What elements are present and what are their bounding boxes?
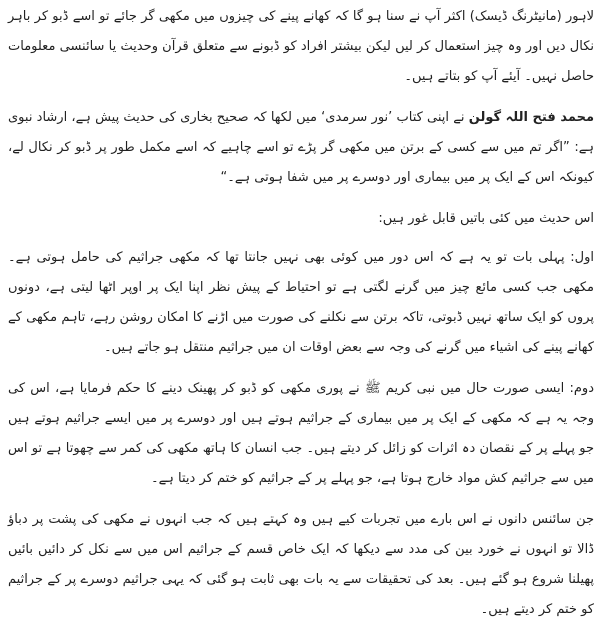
intro-paragraph: لاہور (مانیٹرنگ ڈیسک) اکثر آپ نے سنا ہو گا کہ کھانے پینے کی چیزوں میں مکھی گر جائے تو اسے ڈبو کر باہر نکال دیں اور وہ چیز استعمال کر لیں لیکن بیشتر افراد کو ڈبونے سے متعلق قرآن وحدیث یا سائنسی معلومات حاصل نہیں۔ آیئے آپ کو بتاتے ہیں۔ (8, 9, 594, 84)
hadith-paragraph (8, 103, 594, 193)
author-name: محمد فتح اللہ گولن (468, 110, 595, 125)
points-heading: اس حدیث میں کئی باتیں قابل غور ہیں: (378, 211, 594, 226)
hadith-text: نے اپنی کتاب ’نور سرمدی‘ میں لکھا کہ صحیح بخاری کی حدیث پیش ہے، ارشاد نبوی ہے: ”اگر تم میں سے کسی کے برتن میں مکھی گر پڑے تو اسے چاہیے کہ اسے مکمل طور پر ڈبو کر نکال لے، کیونکہ اس کے ایک پر میں بیماری اور دوسرے پر میں شفا ہوتی ہے۔“ (8, 110, 594, 185)
science-paragraph: جن سائنس دانوں نے اس بارے میں تجربات کیے ہیں وہ کہتے ہیں کہ جب انہوں نے مکھی کی پشت پر دباؤ ڈالا تو انہوں نے خورد بین کی مدد سے دیکھا کہ ایک خاص قسم کے جراثیم اس میں سے نکل کر دائیں بائیں پھیلنا شروع ہو گئے ہیں۔ بعد کی تحقیقات سے یہ بات بھی ثابت ہو گئی کہ یہی جراثیم دوسرے پر کے جراثیم کو ختم کر دیتے ہیں۔ (8, 512, 594, 617)
first-point-paragraph: اول: پہلی بات تو یہ ہے کہ اس دور میں کوئی بھی نہیں جانتا تھا کہ مکھی جراثیم کی حامل ہوتی ہے۔ مکھی جب کسی مائع چیز میں گرنے لگتی ہے تو احتیاط کے پیش نظر اپنا ایک پر اوپر اٹھا لیتی ہے، دونوں پروں کو ایک ساتھ نہیں ڈبوتی، تاکہ برتن سے نکلنے کی صورت میں اڑنے کا امکان روشن رہے، تاہم مکھی کے کھانے پینے کی اشیاء میں گرنے کی وجہ سے بعض اوقات ان میں جراثیم منتقل ہو جاتے ہیں۔ (8, 250, 594, 355)
second-point-paragraph: دوم: ایسی صورت حال میں نبی کریم ﷺ نے پوری مکھی کو ڈبو کر پھینک دینے کا حکم فرمایا ہے، اس کی وجہ یہ ہے کہ مکھی کے ایک پر میں بیماری کے جراثیم ہوتے ہیں اور دوسرے پر میں ایسے جراثیم ہوتے ہیں جو پہلے پر کے نقصان دہ اثرات کو زائل کر دیتے ہیں۔ جب انسان کا ہاتھ مکھی کی کمر سے چھوتا ہے تو اس میں سے جراثیم کش مواد خارج ہوتا ہے، جو پہلے پر کے جراثیم کو ختم کر دیتا ہے۔ (8, 381, 594, 486)
